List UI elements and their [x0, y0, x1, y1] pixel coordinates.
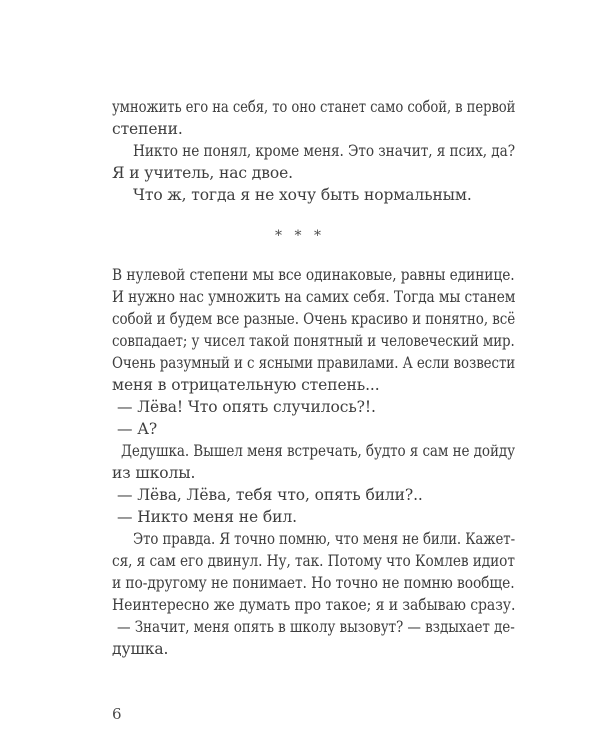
- dialogue-line: — Лёва! Что опять случилось?!.: [117, 398, 376, 416]
- text-line: совпадает; у чисел такой понятный и человеческий мир.: [112, 332, 515, 350]
- text-line: и по-другому не понимает. Но точно не помню вообще.: [112, 574, 515, 592]
- text-line: Что ж, тогда я не хочу быть нормальным.: [133, 186, 472, 204]
- text-line: Неинтересно же думать про такое; я и забываю сразу.: [112, 596, 516, 614]
- text-line: из школы.: [112, 464, 196, 482]
- text-line: ся, я сам его двинул. Ну, так. Потому что Комлев идиот: [112, 552, 515, 570]
- text-line: душка.: [112, 640, 169, 658]
- page-number: 6: [112, 705, 122, 723]
- text-line: Очень разумный и с ясными правилами. А если возвести: [112, 354, 516, 372]
- text-line: собой и будем все разные. Очень красиво и понятно, всё: [112, 310, 516, 328]
- text-line: И нужно нас умножить на самих себя. Тогда мы станем: [112, 288, 516, 306]
- section-separator: * * *: [275, 228, 325, 244]
- text-line: В нулевой степени мы все одинаковые, равны единице.: [112, 266, 515, 284]
- text-line: степени.: [112, 120, 183, 138]
- dialogue-line: — А?: [117, 420, 158, 438]
- text-line: Дедушка. Вышел меня встречать, будто я сам не дойду: [121, 442, 516, 460]
- text-line: меня в отрицательную степень...: [112, 376, 380, 394]
- text-line: Я и учитель, нас двое.: [112, 164, 293, 182]
- text-line: Никто не понял, кроме меня. Это значит, я псих, да?: [133, 142, 515, 160]
- dialogue-line: — Значит, меня опять в школу вызовут? — вздыхает де-: [117, 618, 515, 636]
- dialogue-line: — Никто меня не бил.: [117, 508, 297, 526]
- dialogue-line: — Лёва, Лёва, тебя что, опять били?..: [117, 486, 423, 504]
- text-line: умножить его на себя, то оно станет само собой, в первой: [112, 98, 516, 116]
- text-line: Это правда. Я точно помню, что меня не били. Кажет-: [133, 530, 515, 548]
